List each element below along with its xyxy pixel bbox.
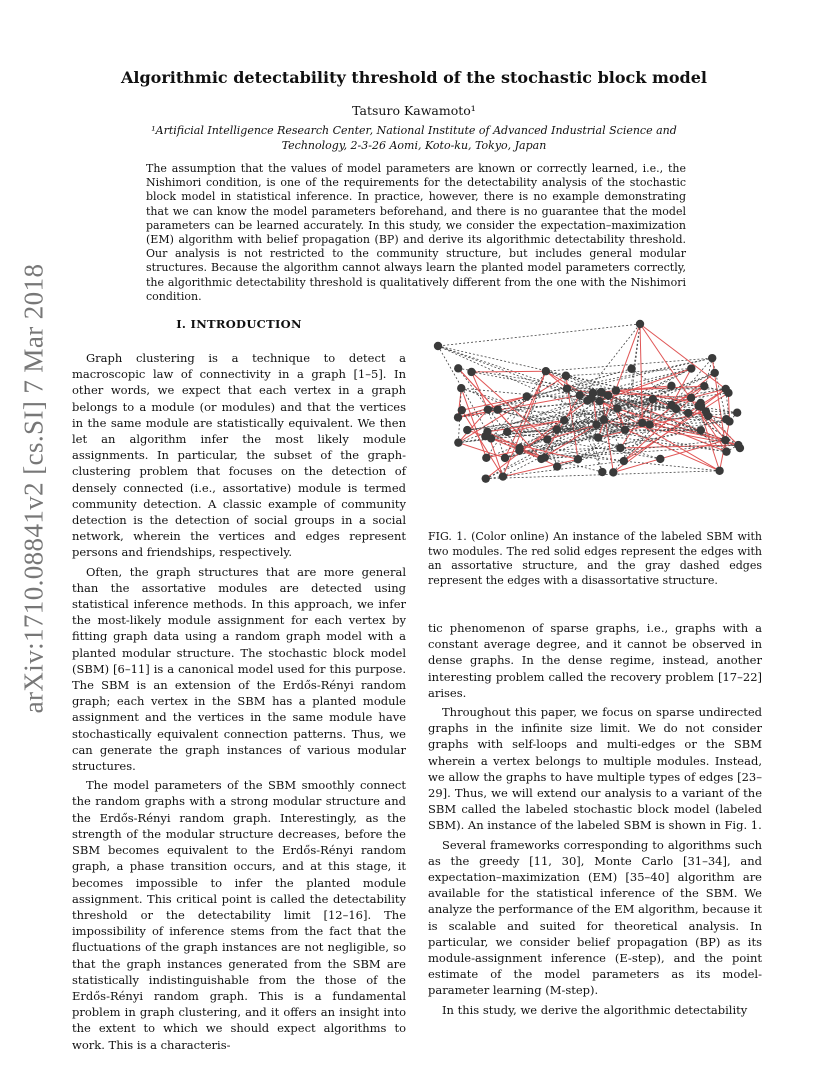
graph-vertex	[700, 382, 708, 390]
assortative-edge	[613, 440, 725, 472]
graph-vertex	[594, 433, 602, 441]
graph-vertex	[620, 457, 628, 465]
graph-vertex	[697, 426, 705, 434]
graph-vertex	[672, 405, 680, 413]
paragraph: Often, the graph structures that are more general than the assortative modules are detected using statistical inference methods. In this approach, we infer the most-likely module assignment for each vertex by fitting graph data using a random graph model with a planted modular structure. The stochastic block model (SBM) [6–11] is a canonical model used for this purpose. The SBM is an extension of the Erdős-Rényi random graph; each vertex in the SBM has a planted module assignment and the vertices in the same module have stochastically equivalent connection patterns. Thus, we can generate the graph instances of various modular structures.	[72, 564, 406, 774]
labeled-sbm-figure	[430, 316, 760, 516]
graph-vertex	[493, 406, 501, 414]
arxiv-identifier	[14, 263, 54, 713]
left-column	[72, 350, 406, 1053]
graph-vertex	[612, 386, 620, 394]
graph-vertex	[721, 385, 729, 393]
graph-vertex	[697, 402, 705, 410]
graph-vertex	[715, 467, 723, 475]
graph-vertex	[621, 426, 629, 434]
graph-vertex	[484, 405, 492, 413]
graph-vertex	[725, 417, 733, 425]
graph-vertex	[687, 394, 695, 402]
paragraph: The model parameters of the SBM smoothly connect the random graphs with a strong modular structure and the Erdős-Rényi random graph. Interestingly, as the strength of the modular structure decreases, before the SBM becomes equivalent to the Erdős-Rényi random graph, a phase transition occurs, and at this stage, it becomes impossible to infer the planted module assignment. This critical point is called the detectability threshold or the detectability limit [12–16]. The impossibility of inference stems from the fact that the fluctuations of the graph instances are not negligible, so that the graph instances generated from the SBM are statistically indistinguishable from the those of the Erdős-Rényi random graph. This is a fundamental problem in graph clustering, and it offers an insight into the extent to which we should expect algorithms to work. This is a characteris-	[72, 778, 406, 1052]
graph-vertex	[537, 455, 545, 463]
figure-caption: FIG. 1. (Color online) An instance of the labeled SBM with two modules. The red solid edges represent the edges with an assortative structure, and the gray dashed edges represent the edges with a disassortative structure.	[428, 530, 762, 587]
paragraph: Graph clustering is a technique to detect a macroscopic law of connectivity in a graph [1–5]. In other words, we expect that each vertex in a graph belongs to a module (or modules) and that the vertices in the same module are statistically equivalent. We then let an algorithm infer the most likely module assignments. In particular, the subset of the graph-clustering problem that focuses on the detection of densely connected (i.e., assortative) module is termed community detection. A classic example of community detection is the detection of social groups in a social network, wherein the vertices and edges represent persons and friendships, respectively.	[72, 351, 406, 560]
graph-vertex	[636, 320, 644, 328]
graph-vertex	[553, 425, 561, 433]
graph-vertex	[542, 367, 550, 375]
graph-vertex	[638, 419, 646, 427]
graph-vertex	[560, 416, 568, 424]
graph-vertex	[708, 354, 716, 362]
graph-vertex	[667, 382, 675, 390]
graph-vertex	[454, 364, 462, 372]
graph-vertex	[609, 468, 617, 476]
graph-vertex	[711, 369, 719, 377]
graph-vertex	[613, 404, 621, 412]
disassortative-edge	[503, 399, 653, 476]
graph-vertex	[656, 455, 664, 463]
graph-vertex	[598, 468, 606, 476]
graph-vertex	[562, 372, 570, 380]
graph-vertex	[722, 447, 730, 455]
section-heading: I. INTRODUCTION	[176, 317, 302, 331]
graph-vertex	[595, 397, 603, 405]
graph-vertex	[563, 384, 571, 392]
graph-vertex	[499, 472, 507, 480]
paper-title: Algorithmic detectability threshold of the stochastic block model	[121, 68, 707, 87]
graph-vertex	[592, 420, 600, 428]
graph-vertex	[467, 368, 475, 376]
graph-vertex	[457, 384, 465, 392]
graph-vertex	[721, 436, 729, 444]
graph-vertex	[627, 365, 635, 373]
paragraph: tic phenomenon of sparse graphs, i.e., graphs with a constant average degree, and it cannot be observed in dense graphs. In the dense regime, instead, another interesting problem called the recovery problem [17–22] arises.	[428, 621, 762, 700]
graph-vertex	[553, 462, 561, 470]
graph-vertex	[616, 444, 624, 452]
abstract: The assumption that the values of model parameters are known or correctly learned, i.e., the Nishimori condition, is one of the requirements for the detectability analysis of the stochastic block model in statistical inference. In practice, however, there is no example demonstrating that we can know the model parameters beforehand, and there is no guarantee that the model parameters can be learned accurately. In this study, we consider the expectation–maximization (EM) algorithm with belief propagation (BP) and derive its algorithmic detectability threshold. Our analysis is not restricted to the community structure, but includes general modular structures. Because the algorithm cannot always learn the planted model parameters correctly, the algorithmic detectability threshold is qualitatively different from the one with the Nishimori condition.	[146, 162, 686, 303]
graph-vertex	[583, 396, 591, 404]
graph-vertex	[515, 446, 523, 454]
graph-vertex	[645, 420, 653, 428]
paragraph: Several frameworks corresponding to algorithms such as the greedy [11, 30], Monte Carlo [31–34], and expectation–maximization (EM) [35–40] algorithm are available for the statistical inference of the SBM. We analyze the performance of the EM algorithm, because it is scalable and suited for theoretical analysis. In particular, we consider belief propagation (BP) as its module-assignment inference (E-step), and the point estimate of the model parameters as its model-parameter learning (M-step).	[428, 837, 762, 998]
disassortative-edge	[438, 346, 491, 438]
graph-vertex	[482, 454, 490, 462]
graph-vertex	[734, 441, 742, 449]
graph-vertex	[600, 416, 608, 424]
graph-vertex	[454, 438, 462, 446]
author-affiliation: ¹Artificial Intelligence Research Center, National Institute of Advanced Industrial Science and Technology, 2-3-26 Aomi, Koto-ku, Tokyo, Japan	[151, 124, 677, 152]
graph-vertex	[463, 426, 471, 434]
graph-vertex	[483, 428, 491, 436]
graph-vertex	[733, 408, 741, 416]
graph-vertex	[684, 409, 692, 417]
graph-vertex	[458, 406, 466, 414]
right-column	[428, 620, 762, 1018]
graph-vertex	[597, 388, 605, 396]
graph-vertex	[543, 435, 551, 443]
assortative-edge	[472, 372, 488, 410]
graph-vertex	[687, 364, 695, 372]
graph-vertex	[649, 395, 657, 403]
graph-vertex	[482, 474, 490, 482]
paragraph: Throughout this paper, we focus on sparse undirected graphs in the infinite size limit. We do not consider graphs with self-loops and multi-edges or the SBM wherein a vertex belongs to multiple modules. Instead, we allow the graphs to have multiple types of edges [23–29]. Thus, we will extend our analysis to a variant of the SBM called the labeled stochastic block model (labeled SBM). An instance of the labeled SBM is shown in Fig. 1.	[428, 705, 762, 833]
graph-vertex	[574, 455, 582, 463]
graph-vertex	[575, 391, 583, 399]
paragraph: In this study, we derive the algorithmic detectability	[442, 1002, 748, 1017]
graph-vertex	[589, 389, 597, 397]
graph-vertex	[454, 413, 462, 421]
arxiv-identifier-text: arXiv:1710.08841v2 [cs.SI] 7 Mar 2018	[18, 263, 49, 713]
graph-vertex	[503, 428, 511, 436]
graph-vertex	[501, 454, 509, 462]
author-name: Tatsuro Kawamoto¹	[352, 103, 476, 118]
graph-vertex	[434, 342, 442, 350]
disassortative-edge	[438, 324, 640, 346]
graph-vertex	[523, 392, 531, 400]
